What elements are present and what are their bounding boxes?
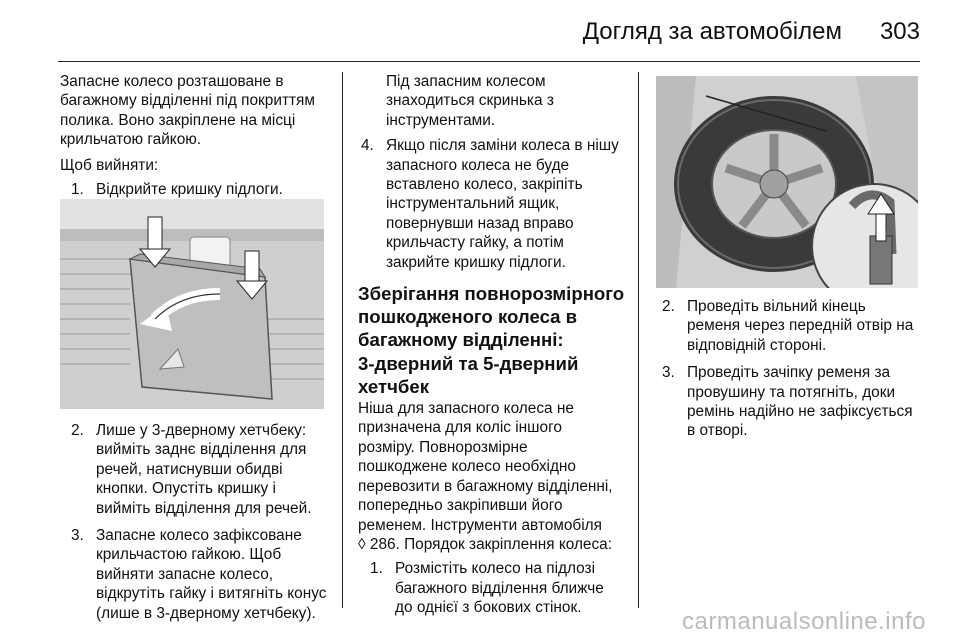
spare-wheel-drawing — [656, 76, 918, 288]
text-line: Запасне колесо розташоване в — [60, 73, 284, 90]
col2-content — [358, 72, 630, 626]
col1-steps — [60, 421, 336, 631]
floor-cover-illustration — [60, 199, 324, 409]
step3-continuation: Під запасним колесом знаходиться скринька з інструментами. — [386, 73, 554, 129]
step-1-strap: 1. Розмістіть колесо на підлозі багажного відділення ближче до однієї з бокових стінок. — [370, 560, 604, 617]
floor-cover-drawing — [60, 199, 324, 409]
step-3-strap: 3. Проведіть зачіпку ременя за провушину та потягніть, доки ремінь надійно не зафіксується в отворі. — [662, 364, 913, 440]
step-4: 4. Якщо після заміни колеса в нішу запасного колеса не буде вставлено колесо, закріпіть інструментальний ящик, повернувши назад вправо крильчасту гайку, а потім закрийте кришку підлоги. — [361, 137, 619, 271]
text-line: полика. Воно закріплене на місці — [60, 111, 296, 129]
spare-wheel-strap-illustration — [656, 76, 918, 288]
column-divider-1 — [342, 72, 343, 608]
step-1: 1. Відкрийте кришку підлоги. — [71, 181, 283, 199]
column-divider-2 — [638, 72, 639, 608]
col3-steps — [662, 297, 924, 449]
remove-label: Щоб вийняти: — [60, 156, 159, 174]
step-3: 3. Запасне колесо зафіксоване крильчастою гайкою. Щоб вийняти запасне колесо, відкрутіть гайку і витягніть конус (лише в 3-дверному хетчбеку). — [71, 527, 327, 622]
watermark: carmanualsonline.info — [682, 608, 926, 635]
text-line: крильчатою гайкою. — [60, 131, 202, 149]
col1-intro — [60, 72, 336, 207]
section-heading: Зберігання повнорозмірного пошкодженого колеса в багажному відділенні: 3-дверний та 5-дверний хетчбек — [358, 283, 625, 397]
text-line: багажному відділенні під покриттям — [60, 92, 315, 110]
page-title: Догляд за автомобілем — [582, 18, 842, 45]
section-body: Ніша для запасного колеса не призначена для коліс іншого розміру. Повнорозмірне пошкоджене колесо необхідно перевозити в багажному відділенні, попередньо закріпивши його ременем. Інструменти автомобіля ◊ 286. Порядок закріплення колеса: — [358, 400, 613, 553]
step-2-strap: 2. Проведіть вільний кінець ременя через передній отвір на відповідній стороні. — [662, 298, 914, 354]
page-reference[interactable]: 286. Порядок закріплення колеса: — [369, 535, 613, 553]
step-2: 2. Лише у 3-дверному хетчбеку: вийміть заднє відділення для речей, натиснувши обидві кнопки. Опустіть кришку і вийміть відділення для речей. — [71, 422, 312, 517]
page-header — [0, 0, 960, 62]
page-number: 303 — [879, 18, 920, 45]
header-divider — [58, 61, 920, 62]
page-reference-icon: ◊ — [358, 535, 366, 553]
